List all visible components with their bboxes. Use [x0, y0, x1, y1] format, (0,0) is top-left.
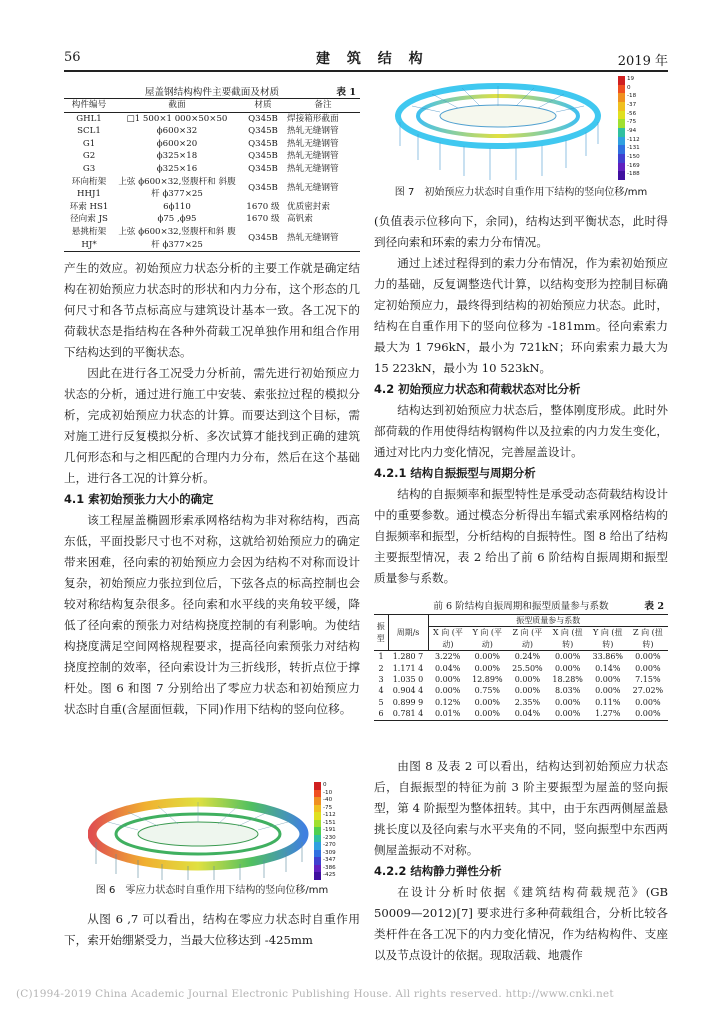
table2-subheader: Z 向 (平动) — [507, 627, 547, 651]
table1-cell: ϕ75 ,ϕ95 — [157, 214, 197, 225]
table2-cell: 2.35% — [514, 697, 541, 707]
paragraph: 通过上述过程得到的索力分布情况，作为索初始预应力的基础，反复调整迭代计算，以结构变形为控制目标确定初始预应力，最终得到结构的初始预应力状态。此时，结构在自重作用下的竖向位移为 -181mm。径向索索力最大为 1 796kN，最小为 721kN；环向索索力最大为 15 223kN，最小为 10 523kN。 — [374, 256, 668, 375]
table2-cell: 33.86% — [592, 652, 624, 662]
table2-cell: 0.00% — [554, 697, 581, 707]
table1-cell: G2 — [82, 151, 96, 162]
table1-cell: Q345B — [240, 226, 286, 252]
table2-cell: 0.00% — [474, 697, 501, 707]
table2-cell: 1 — [378, 652, 384, 662]
table2-subheader: Z 向 (扭转) — [628, 627, 668, 651]
legend-label: -56 — [627, 110, 637, 117]
legend-label: -151 — [323, 819, 336, 826]
table1-row — [64, 201, 360, 214]
table1-cell: ϕ325×16 — [156, 163, 198, 174]
paragraph: 因此在进行各工况受力分析前，需先进行初始预应力状态的分析，通过进行施工中安装、索张拉过程的模拟分析，完成初始预应力状态的计算。而要达到这个目标，需对施工进行反复模拟分析、多次试算才能找到正确的建筑几何形态和与之相匹配的合理内力分布，然后在这个基础上，进行各工况的计算分析。 — [64, 366, 360, 486]
page-number: 56 — [64, 50, 81, 65]
table2-cell: 0.11% — [595, 697, 621, 707]
table1-header-cell: 材质 — [240, 99, 286, 113]
table1-cell: Q345B — [248, 151, 278, 162]
table1-cell: 热轧无缝钢管 — [286, 226, 360, 252]
legend-label: 0 — [627, 84, 631, 91]
table2-cell: 0.14% — [595, 663, 621, 673]
table2-number: 表 2 — [644, 601, 664, 612]
legend-label: -112 — [627, 136, 640, 143]
table1-cell: 1670 级 — [246, 201, 280, 212]
table2-subheader: X 向 (平动) — [428, 627, 467, 651]
table1-cell: 热轧无缝钢管 — [287, 138, 339, 149]
legend-label: 0 — [323, 782, 327, 788]
table2-cell: 0.00% — [514, 686, 541, 696]
table1-cell: ϕ600×32 — [156, 126, 198, 137]
table1-cell: 热轧无缝钢管 — [287, 182, 339, 193]
table2-row — [374, 697, 668, 708]
table1-cell: 热轧无缝钢管 — [287, 163, 339, 174]
section-heading-4-2-2: 4.2.2 结构静力弹性分析 — [374, 864, 502, 878]
table2-cell: 25.50% — [512, 663, 543, 673]
table1-header-cell: 截面 — [114, 99, 240, 113]
table1-cell: G3 — [82, 163, 96, 174]
table2-cell: 0.04% — [507, 708, 547, 720]
table1-cell: 环向桁架 HHJ1 — [71, 176, 107, 200]
table2-row — [374, 651, 668, 663]
legend-label: -347 — [323, 857, 336, 864]
table2-row — [374, 685, 668, 696]
table2-header-period: 周期/s — [388, 615, 428, 651]
table2-subheader: Y 向 (扭转) — [588, 627, 628, 651]
right-column-bottom — [374, 756, 668, 966]
table1-cell: 高钒索 — [287, 214, 313, 225]
legend-label: -40 — [323, 797, 333, 804]
table1-cell: 1670 级 — [246, 214, 280, 225]
table1-cell: Q345B — [248, 126, 278, 137]
table2-cell: 0.00% — [554, 663, 581, 673]
table2-cell: 0.00% — [514, 675, 541, 685]
table2-cell: 0.00% — [434, 686, 461, 696]
copyright-footer: (C)1994-2019 China Academic Journal Electronic Publishing House. All rights reserved. http://www.cnki.net — [16, 988, 614, 1000]
table1-header-cell: 构件编号 — [64, 99, 114, 113]
table2-cell: 0.75% — [474, 686, 501, 696]
table1-cell: ϕ600×20 — [156, 138, 198, 149]
legend-label: -112 — [323, 812, 336, 819]
table2-cell: 0.00% — [628, 708, 668, 720]
table2-cell: 1.035 0 — [392, 675, 424, 685]
table1-cell: 6ϕ110 — [163, 201, 191, 212]
legend-label: -75 — [627, 119, 637, 126]
header-rule — [64, 70, 668, 72]
figure-6-model-image — [88, 782, 312, 880]
table1-cell: Q345B — [248, 163, 278, 174]
table2-subheader: X 向 (扭转) — [548, 627, 588, 651]
table2-cell: 4 — [378, 686, 384, 696]
table2-cell: 1.280 7 — [392, 652, 424, 662]
legend-label: -188 — [627, 171, 640, 178]
table1-row — [64, 213, 360, 226]
figure-7-caption: 图 7 初始预应力状态时自重作用下结构的竖向位移/mm — [394, 187, 648, 198]
table2-block — [374, 598, 668, 721]
table1-row — [64, 112, 360, 125]
table2-header-row — [374, 615, 668, 627]
legend-label: -309 — [323, 849, 336, 856]
table1-cell: 优质密封索 — [287, 201, 330, 212]
left-column-bottom — [64, 880, 360, 951]
journal-year: 2019 年 — [617, 54, 668, 69]
table2-cell: 0.00% — [434, 675, 461, 685]
figure-6-legend — [314, 782, 338, 880]
table2-cell: 2 — [378, 663, 384, 673]
table1-row — [64, 150, 360, 163]
table2-subheader: Y 向 (平动) — [467, 627, 507, 651]
table2-cell: 0.899 9 — [392, 697, 424, 707]
table2-cell: 3.22% — [434, 652, 461, 662]
table2-caption — [374, 598, 668, 614]
table1-number: 表 1 — [336, 87, 356, 98]
legend-label: -10 — [323, 789, 333, 796]
legend-label: -230 — [323, 834, 336, 841]
legend-label: -425 — [323, 872, 336, 879]
table1-cell: 热轧无缝钢管 — [287, 126, 339, 137]
legend-label: -191 — [323, 827, 336, 834]
legend-label: -18 — [627, 93, 637, 100]
table2-cell: 1.171 4 — [392, 663, 424, 673]
table1-cell: □1 500×1 000×50×50 — [126, 113, 228, 124]
journal-name: 建 筑 结 构 — [316, 51, 429, 67]
table2-cell: 6 — [374, 708, 388, 720]
legend-swatch — [618, 171, 625, 180]
table1-cell: 径向索 JS — [70, 214, 108, 225]
section-heading-4-2-1: 4.2.1 结构自振振型与周期分析 — [374, 466, 536, 480]
table2-title: 前 6 阶结构自振周期和振型质量参与系数 — [433, 601, 609, 612]
table2-cell: 0.00% — [635, 652, 661, 662]
table1-cell: 上弦 ϕ600×32,竖腹杆和斜 腹杆 ϕ377×25 — [114, 226, 240, 252]
figure-6 — [88, 782, 338, 880]
table1-cell: Q345B — [248, 113, 278, 124]
legend-label: -270 — [323, 842, 336, 849]
table1-cell: 热轧无缝钢管 — [287, 151, 339, 162]
paragraph: 由图 8 及表 2 可以看出，结构达到初始预应力状态后，自振振型的特征为前 3 阶主要振型为屋盖的竖向振型，第 4 阶振型为整体扭转。其中，由于东西两侧屋盖悬挑长度以及径向索与水平夹角的不同，竖向振型中东西两侧屋盖振动不对称。 — [374, 759, 668, 857]
table2-cell: 0.00% — [548, 708, 588, 720]
table2-row — [374, 674, 668, 685]
table1-row — [64, 125, 360, 138]
table2-header-group: 振型质量参与系数 — [428, 615, 668, 627]
table1-caption — [64, 82, 360, 98]
table1-row — [64, 176, 360, 201]
table2-row — [374, 708, 668, 720]
table2-cell: 0.00% — [467, 708, 507, 720]
table2-cell: 0.781 4 — [388, 708, 428, 720]
table2-cell: 0.00% — [554, 652, 581, 662]
table1-cell: G1 — [82, 138, 96, 149]
paragraph: 产生的效应。初始预应力状态分析的主要工作就是确定结构在初始预应力状态时的形状和内力分布，这个形态的几何尺寸和各节点标高应与建筑设计基本一致。各工况下的荷载状态是指结构在各种外荷载工况单独作用和组合作用下结构达到的平衡状态。 — [64, 261, 360, 360]
table2-cell: 7.15% — [635, 675, 661, 685]
table1-cell: Q345B — [248, 182, 278, 193]
table2-cell: 0.00% — [474, 663, 501, 673]
table2-cell: 18.28% — [552, 675, 583, 685]
table2-cell: 0.00% — [474, 652, 501, 662]
table2-cell: 0.00% — [635, 663, 661, 673]
paragraph: 从图 6 ,7 可以看出，结构在零应力状态时自重作用下，索开始绷紧受力，当最大位移达到 -425mm — [64, 912, 360, 947]
paragraph: 在设计分析时依据《建筑结构荷载规范》(GB 50009—2012)[7] 要求进行多种荷载组合，分析比较各类杆件在各工况下的内力变化情况，作为结构构件、支座以及节点设计的依据。现取活载、地震作 — [374, 885, 668, 962]
legend-label: -131 — [627, 145, 640, 152]
table1-cell: Q345B — [248, 138, 278, 149]
table1-row — [64, 226, 360, 252]
figure-7-model-image — [392, 76, 610, 180]
right-column — [374, 182, 668, 589]
legend-label: -94 — [627, 128, 637, 134]
figure-6-caption: 图 6 零应力状态时自重作用下结构的竖向位移/mm — [95, 885, 329, 896]
table1-cell: 悬挑桁架 HJ* — [64, 226, 114, 252]
table2-cell: 12.89% — [472, 675, 503, 685]
table2-cell: 0.00% — [635, 697, 661, 707]
table2-cell: 0.04% — [434, 663, 461, 673]
figure-7-legend — [618, 76, 654, 180]
figure-7 — [392, 76, 654, 180]
table1-title: 屋盖钢结构构件主要截面及材质 — [144, 87, 280, 98]
table2-cell: 0.00% — [595, 675, 621, 685]
left-column — [64, 82, 360, 720]
table2 — [374, 614, 668, 721]
table2-cell: 27.02% — [632, 686, 664, 696]
table2-cell: 0.904 4 — [392, 686, 424, 696]
table1-header-cell: 备注 — [286, 99, 360, 113]
table2-cell: 5 — [378, 697, 384, 707]
table1-row — [64, 138, 360, 151]
paragraph: 该工程屋盖椭圆形索承网格结构为非对称结构，西高东低，平面投影尺寸也不对称，这就给初始预应力的确定带来困难，径向索的初始预应力会因为结构不对称而设计复杂，初始预应力张拉到位后，下弦各点的标高控制也会较对称结构复杂很多。径向索和水平线的夹角较平缓，降低了径向索的预张力对结构挠度控制的有利影响。为使结构挠度满足空间网格规程要求，提高径向索预张力对结构挠度控制的效率，径向索设计为三折线形，转折点位于撑杆处。图 6 和图 7 分别给出了零应力状态和初始预应力状态时自重(含屋面恒载，下同)作用下结构的竖向位移。 — [64, 513, 360, 717]
table1-cell: 焊接箱形截面 — [287, 113, 339, 124]
table1-cell: GHL1 — [76, 113, 102, 124]
paragraph: (负值表示位移向下，余同)，结构达到平衡状态，此时得到径向索和环索的索力分布情况。 — [374, 214, 668, 249]
section-heading-4-1: 4.1 索初始预张力大小的确定 — [64, 492, 214, 507]
table2-cell: 3 — [378, 675, 384, 685]
table1-cell: 环索 HS1 — [69, 201, 109, 212]
table2-cell: 0.24% — [514, 652, 541, 662]
table2-header-mode: 振型 — [374, 615, 388, 651]
table1-cell: SCL1 — [77, 126, 101, 137]
table1-cell: ϕ325×18 — [156, 151, 198, 162]
table1 — [64, 98, 360, 252]
legend-label: -37 — [627, 102, 637, 108]
table1-row — [64, 163, 360, 176]
paragraph: 结构的自振频率和振型特性是承受动态荷载结构设计中的重要参数。通过模态分析得出车辐式索承网格结构的自振频率和振型，分析结构的自振特性。图 8 给出了结构主要振型情况，表 2 给出了前 6 阶结构自振周期和振型质量参与系数。 — [374, 487, 668, 585]
table2-cell: 0.00% — [595, 686, 621, 696]
legend-label: -169 — [627, 162, 640, 169]
section-heading-4-2: 4.2 初始预应力状态和荷载状态对比分析 — [374, 382, 581, 396]
table2-row — [374, 663, 668, 674]
table2-cell: 8.03% — [554, 686, 581, 696]
paragraph: 结构达到初始预应力状态后，整体刚度形成。此时外部荷载的作用使得结构钢构件以及拉索的内力发生变化，通过对比内力变化情况，完善屋盖设计。 — [374, 403, 668, 459]
running-header — [64, 46, 668, 70]
legend-label: -150 — [627, 154, 640, 160]
table2-cell: 1.27% — [588, 708, 628, 720]
legend-label: -75 — [323, 804, 333, 811]
legend-label: -386 — [323, 864, 336, 871]
table2-cell: 0.01% — [428, 708, 467, 720]
table1-cell: 上弦 ϕ600×32,竖腹杆和 斜腹杆 ϕ377×25 — [118, 176, 236, 200]
legend-label: 19 — [627, 76, 635, 82]
table2-cell: 0.12% — [434, 697, 461, 707]
